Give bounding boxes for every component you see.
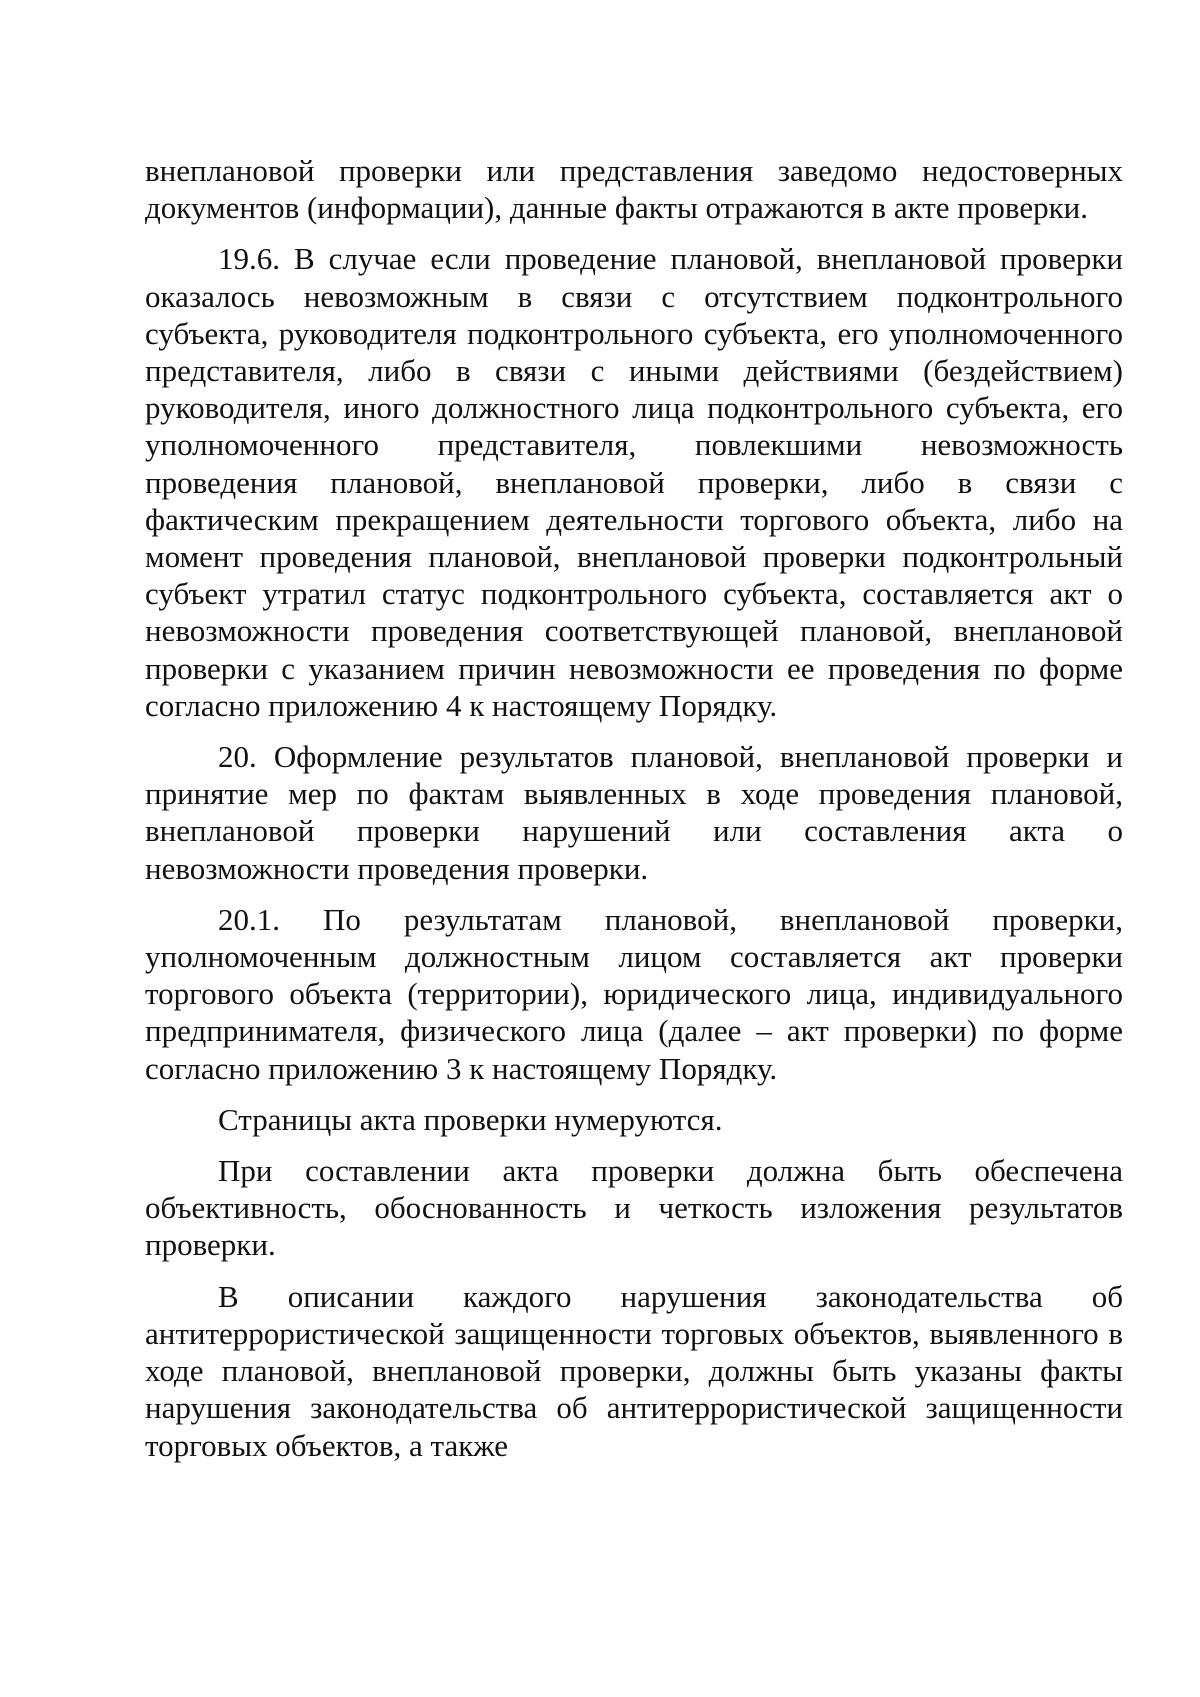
paragraph-19-6: 19.6. В случае если проведение плановой, внеплановой проверки оказалось невозможным в связи с отсутствием подконтрольного субъекта, руководителя подконтрольного субъекта, его уполномоченного представителя, либо в связи с иными действиями (бездействием) руководителя, иного должностного лица подконтрольного субъекта, его уполномоченного представителя, повлекшими невозможность проведения плановой, внеплановой проверки, либо в связи с фактическим прекращением деятельности торгового объекта, либо на момент проведения плановой, внеплановой проверки подконтрольный субъект утратил статус подконтрольного субъекта, составляется акт о невозможности проведения соответствующей плановой, внеплановой проверки с указанием причин невозможности ее проведения по форме согласно приложению 4 к настоящему Порядку. [145, 241, 1123, 723]
paragraph-continuation: внеплановой проверки или представления заведомо недостоверных документов (информации), данные факты отражаются в акте проверки. [145, 153, 1123, 226]
paragraph-20-1: 20.1. По результатам плановой, внеплановой проверки, уполномоченным должностным лицом составляется акт проверки торгового объекта (территории), юридического лица, индивидуального предпринимателя, физического лица (далее – акт проверки) по форме согласно приложению 3 к настоящему Порядку. [145, 901, 1123, 1086]
paragraph-20: 20. Оформление результатов плановой, внеплановой проверки и принятие мер по фактам выявленных в ходе проведения плановой, внеплановой проверки нарушений или составления акта о невозможности проведения проверки. [145, 739, 1123, 886]
paragraph-page-numbering: Страницы акта проверки нумеруются. [218, 1101, 723, 1137]
paragraph-violations-description: В описании каждого нарушения законодательства об антитеррористической защищенности торговых объектов, выявленного в ходе плановой, внеплановой проверки, должны быть указаны факты нарушения законодательства об антитеррористической защищенности торговых объектов, а также [145, 1278, 1123, 1463]
document-body [145, 152, 1123, 1478]
paragraph-objectivity: При составлении акта проверки должна быть обеспечена объективность, обоснованность и четкость изложения результатов проверки. [145, 1153, 1123, 1263]
